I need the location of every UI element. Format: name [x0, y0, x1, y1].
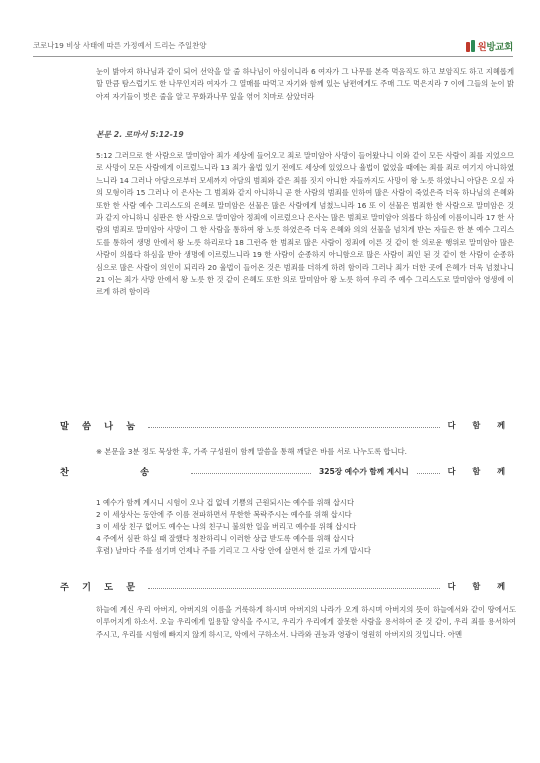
church-logo [466, 38, 513, 54]
reading2-text: 5:12 그러므로 한 사람으로 말미암아 죄가 세상에 들어오고 죄로 말미암아 사망이 들어왔나니 이와 같이 모든 사람이 죄를 지었으므로 사망이 모든 사람에게 이르렀느니라 13 죄가 율법 있기 전에도 세상에 있었으나 율법이 없었을 때에는 죄를 죄로 여기지 아니하였느니라 14 그러나 아담으로부터 모세까지 아담의 범죄와 같은 죄를 짓지 아니한 자들까지도 사망이 왕 노릇 하였나니 아담은 오실 자의 모형이라 15 그러나 이 은사는 그 범죄와 같지 아니하니 곧 한 사람의 범죄를 인하여 많은 사람이 죽었은즉 더욱 하나님의 은혜와 또한 한 사람 예수 그리스도의 은혜로 말미암은 선물은 많은 사람에게 넘쳤느니라 16 또 이 선물은 범죄한 한 사람으로 말미암은 것과 같지 아니하니 심판은 한 사람으로 말미암아 정죄에 이르렀으나 은사는 많은 범죄로 말미암아 의롭다 하심에 이름이니라 17 한 사람의 범죄로 말미암아 사망이 그 한 사람을 통하여 왕 노릇 하였은즉 더욱 은혜와 의의 선물을 넘치게 받는 자들은 한 분 예수 그리스도를 통하여 생명 안에서 왕 노릇 하리로다 18 그런즉 한 범죄로 많은 사람이 정죄에 이른 것 같이 한 의로운 행위로 말미암아 많은 사람이 의롭다 하심을 받아 생명에 이르렀느니라 19 한 사람이 순종하지 아니함으로 많은 사람이 죄인 된 것 같이 한 사람이 순종하심으로 많은 사람이 의인이 되리라 20 율법이 들어온 것은 범죄를 더하게 하려 함이라 그러나 죄가 더한 곳에 은혜가 더욱 넘쳤나니 21 이는 죄가 사망 안에서 왕 노릇 한 것 같이 은혜도 또한 의로 말미암아 왕 노릇 하여 우리 주 예수 그리스도로 말미암아 영생에 이르게 하려 함이라 [96, 151, 514, 297]
church-logo-text: 원방교회 [477, 42, 513, 53]
page-header [33, 38, 513, 54]
hymn-verse: 4 주에서 심판 하실 때 잘했다 칭찬하리니 이러한 상급 받도록 예수를 위해 삽시다 [96, 534, 355, 544]
hymn-label: 찬 송 [60, 467, 183, 478]
header-divider [33, 56, 513, 57]
hymn-verse: 1 예수가 함께 계시니 시험이 오나 겁 없네 기쁨의 근원되시는 예수를 위해 삽시다 [96, 498, 355, 507]
leader-dots [417, 473, 440, 474]
lords-prayer-text: 하늘에 계신 우리 아버지, 아버지의 이름을 거룩하게 하시며 아버지의 나라가 오게 하시며 아버지의 뜻이 하늘에서와 같이 땅에서도 이루어지게 하소서. 오늘 우리에게 일용할 양식을 주시고, 우리가 우리에게 잘못한 사람을 용서하여 준 것 같이, 우리 죄를 용서하여 주시고, 우리를 시험에 빠지지 않게 하시고, 악에서 구하소서. 나라와 권능과 영광이 영원히 아버지의 것입니다. 아멘 [96, 605, 516, 639]
sharing-participants: 다 함 께 [447, 419, 512, 430]
reading2-label: 본문 2. 로마서 5:12-19 [96, 130, 184, 139]
sharing-note: ※ 본문을 3분 정도 묵상한 후, 가족 구성원이 함께 말씀을 통해 깨달은 바를 서로 나누도록 합니다. [96, 447, 407, 456]
hymn-chorus: 후렴) 날마다 주를 섬기며 언제나 주를 기리고 그 사랑 안에 살면서 한 길로 가게 맙시다 [96, 546, 371, 556]
lords-prayer-label: 주 기 도 문 [60, 582, 141, 593]
hymn-row [60, 464, 512, 478]
hymn-participants: 다 함 께 [447, 465, 512, 476]
lords-prayer-row [60, 579, 512, 593]
church-logo-icon [466, 40, 475, 53]
hymn-title: 325장 예수가 함께 계시니 [318, 466, 409, 476]
lords-prayer-participants: 다 함 께 [447, 580, 512, 591]
hymn-verse: 2 이 세상사는 동안에 주 이름 전파하면서 무한한 복락주시는 예수를 위해 삽시다 [96, 510, 352, 520]
hymn-verses [96, 497, 516, 557]
leader-dots [148, 427, 439, 428]
leader-dots [148, 588, 439, 589]
hymn-verse: 3 이 세상 친구 없어도 예수는 나의 친구니 불의한 일을 버리고 예수를 위해 삽시다 [96, 522, 357, 532]
sharing-row [60, 418, 512, 432]
header-title: 코로나19 비상 사태에 따른 가정예서 드리는 주일찬양 [33, 41, 207, 50]
leader-dots [191, 473, 311, 474]
sharing-label: 말 씀 나 눔 [60, 421, 141, 432]
reading1-continuation: 눈이 밝아져 하나님과 같이 되어 선악을 알 줄 하나님이 아심이니라 6 여자가 그 나무를 본즉 먹음직도 하고 보암직도 하고 지혜롭게 할 만큼 탐스럽기도 한 나무인지라 여자가 그 열매를 따먹고 자기와 함께 있는 남편에게도 주매 그도 먹은지라 7 이에 그들의 눈이 밝아져 자기들이 벗은 줄을 알고 무화과나무 잎을 엮어 치마로 삼았더라 [96, 67, 514, 101]
